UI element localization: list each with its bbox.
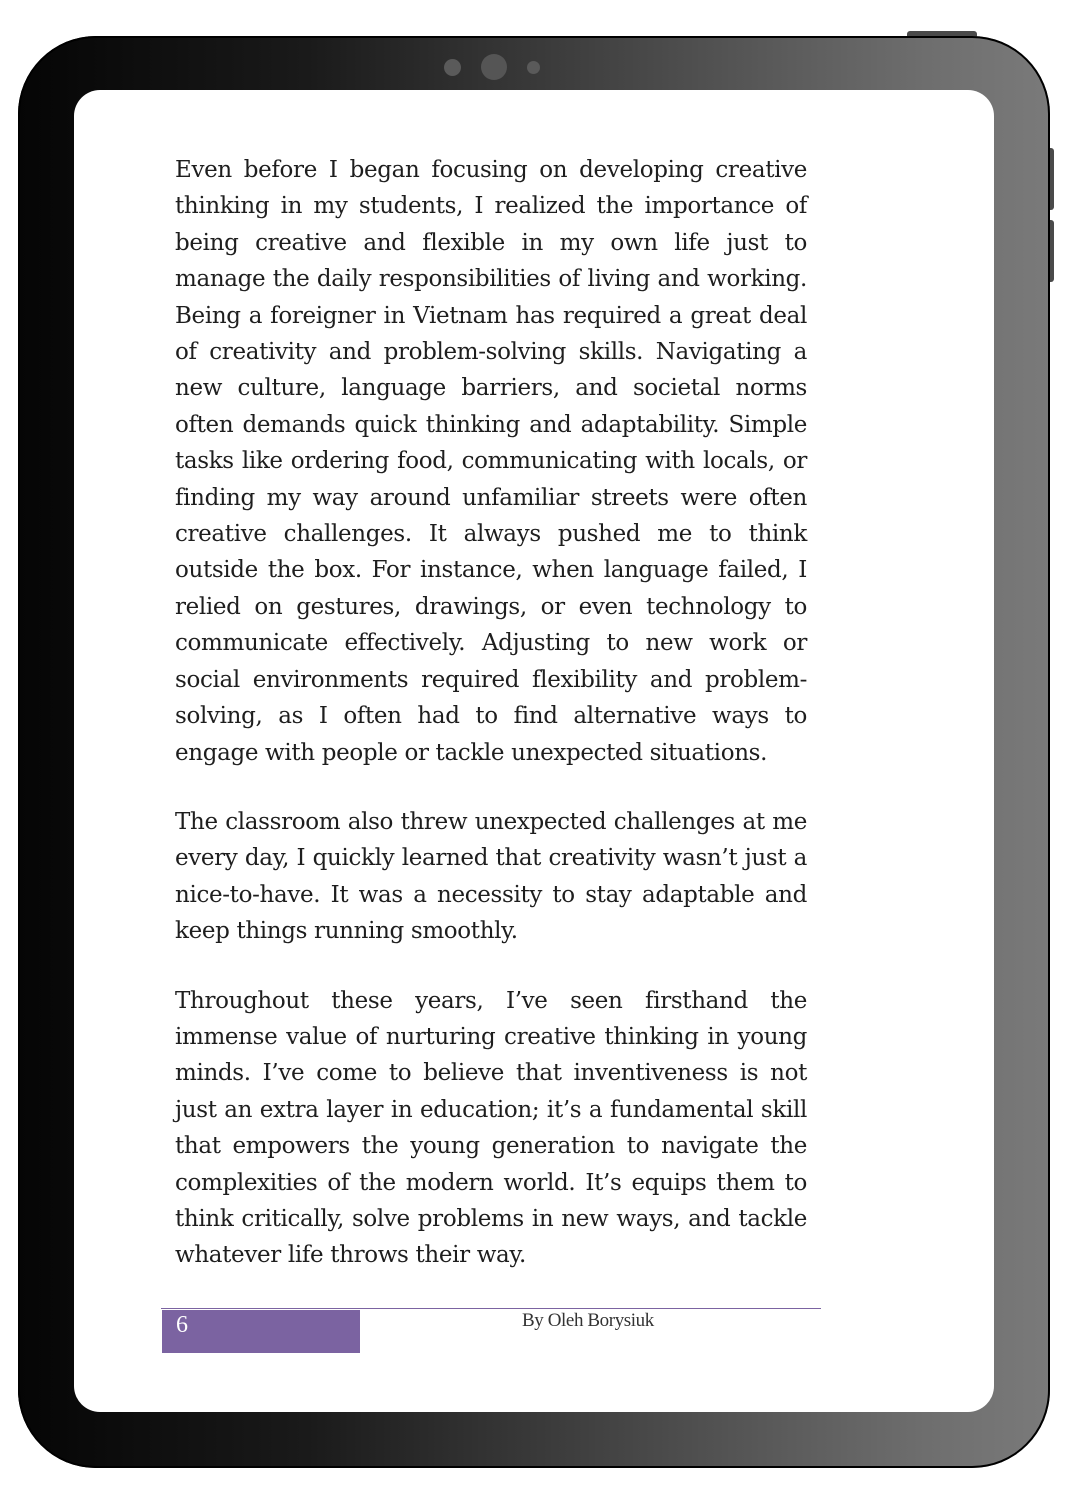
page-number: 6 [176, 1312, 188, 1338]
paragraph: Throughout these years, I’ve seen firsthand the immense value of nurturing creative thinking in young minds. I’ve come to believe that inventiveness is not just an extra layer in education; it’s a fundamental skill that empowers the young generation to navigate the complexities of the modern world. It’s equips them to think critically, solve problems in new ways, and tackle whatever life throws their way. [175, 987, 807, 1269]
page-number-badge [162, 1310, 360, 1353]
sensor-icon [527, 61, 540, 74]
footer-divider [161, 1308, 821, 1309]
tablet-screen [74, 90, 994, 1412]
body-text [175, 152, 807, 1307]
camera-icon [481, 54, 507, 80]
author-credit: By Oleh Borysiuk [522, 1310, 654, 1331]
paragraph: The classroom also threw unexpected challenges at me every day, I quickly learned that creativity wasn’t just a nice-to-have. It was a necessity to stay adaptable and keep things running smoothly. [175, 808, 807, 945]
sensor-icon [444, 59, 461, 76]
paragraph: Even before I began focusing on developing creative thinking in my students, I realized the importance of being creative and flexible in my own life just to manage the daily responsibilities of living and working. Being a foreigner in Vietnam has required a great deal of creativity and problem-solving skills. Navigating a new culture, language barriers, and societal norms often demands quick thinking and adaptability. Simple tasks like ordering food, communicating with locals, or finding my way around unfamiliar streets were often creative challenges. It always pushed me to think outside the box. For instance, when language failed, I relied on gestures, drawings, or even technology to communicate effectively. Adjusting to new work or social environments required flexibility and problem-solving, as I often had to find alternative ways to engage with people or tackle unexpected situations. [175, 157, 807, 766]
